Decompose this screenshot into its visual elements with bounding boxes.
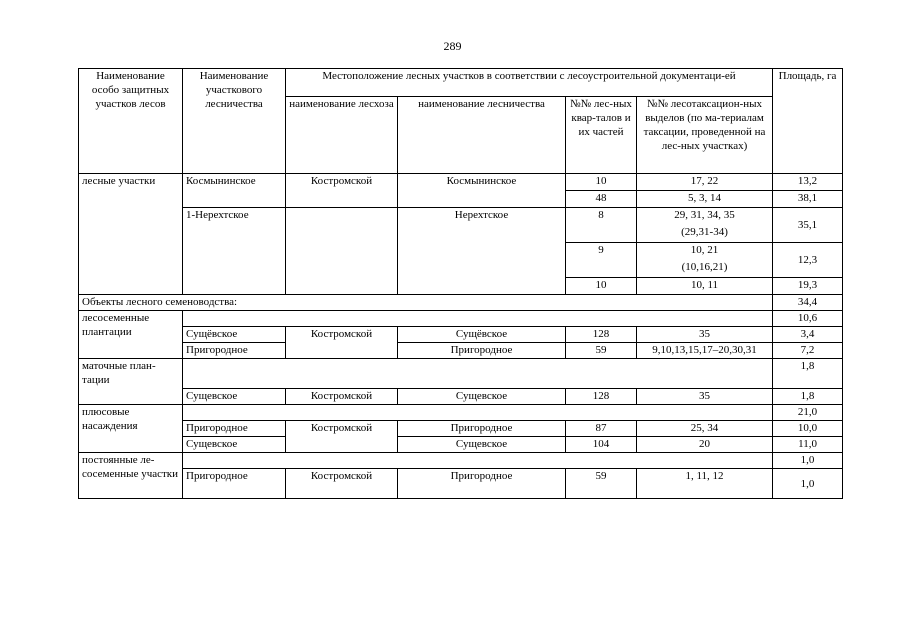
seed-objects-title: Объекты лесного семеноводства: <box>79 295 773 311</box>
sections-cell: 35 <box>637 327 773 343</box>
quarter-cell: 104 <box>566 437 637 453</box>
table-row <box>79 174 843 191</box>
area-cell: 12,3 <box>773 243 843 278</box>
forestry-cell: Пригородное <box>398 421 566 437</box>
label-line: лесосеменные <box>82 312 150 324</box>
leskhoz-cell: Костромской <box>286 174 398 208</box>
sections-line: (10,16,21) <box>681 261 728 273</box>
district-cell: Пригородное <box>183 469 286 499</box>
district-cell: Сущёвское <box>183 327 286 343</box>
area-cell: 35,1 <box>773 208 843 243</box>
table-row <box>79 453 843 469</box>
table-row <box>79 437 843 453</box>
sections-cell: 25, 34 <box>637 421 773 437</box>
forestry-cell: Пригородное <box>398 343 566 359</box>
header-leskhoz: наименование лесхоза <box>286 97 398 174</box>
sections-cell: 35 <box>637 389 773 405</box>
table-row <box>79 295 843 311</box>
page-number: 289 <box>443 39 462 53</box>
district-cell: Пригородное <box>183 343 286 359</box>
leskhoz-cell: Костромской <box>286 421 398 453</box>
table-row <box>79 327 843 343</box>
forestry-cell: Космынинское <box>398 174 566 208</box>
leskhoz-cell-empty <box>286 208 398 295</box>
mother-plantations-label: маточные план-тации <box>79 359 183 405</box>
header-area: Площадь, га <box>773 69 843 174</box>
sections-line: 29, 31, 34, 35 <box>674 209 735 221</box>
area-cell: 19,3 <box>773 278 843 295</box>
empty-span-cell <box>183 405 773 421</box>
label-line: плантации <box>82 326 132 338</box>
quarter-cell: 9 <box>566 243 637 278</box>
header-protected-area-name: Наименование особо защитных участков лесов <box>79 69 183 174</box>
table-row <box>79 389 843 405</box>
sections-line: 10, 21 <box>690 244 719 256</box>
table-row <box>79 405 843 421</box>
quarter-cell: 48 <box>566 191 637 208</box>
area-cell: 3,4 <box>773 327 843 343</box>
leskhoz-cell: Костромской <box>286 389 398 405</box>
table-row <box>79 469 843 499</box>
sections-cell: 20 <box>637 437 773 453</box>
header-sections: №№ лесотаксацион-ных выделов (по ма-териалам таксации, проведенной на лес-ных участках) <box>637 97 773 174</box>
leskhoz-cell: Костромской <box>286 327 398 359</box>
sections-cell: 9,10,13,15,17–20,30,31 <box>637 343 773 359</box>
area-cell: 38,1 <box>773 191 843 208</box>
seed-plantations-label <box>79 311 183 359</box>
forest-plots-label: лесные участки <box>79 174 183 295</box>
table-row <box>79 208 843 243</box>
district-cell: Пригородное <box>183 421 286 437</box>
district-cell: Сущевское <box>183 437 286 453</box>
empty-span-cell <box>183 311 773 327</box>
table-row <box>79 311 843 327</box>
area-cell: 34,4 <box>773 295 843 311</box>
quarter-cell: 59 <box>566 469 637 499</box>
area-cell: 13,2 <box>773 174 843 191</box>
district-cell: 1-Нерехтское <box>183 208 286 295</box>
empty-span-cell <box>183 453 773 469</box>
district-cell: Космынинское <box>183 174 286 208</box>
quarter-cell: 8 <box>566 208 637 243</box>
forestry-cell: Сущёвское <box>398 327 566 343</box>
empty-span-cell <box>183 359 773 389</box>
table-row <box>79 343 843 359</box>
area-cell: 1,0 <box>773 469 843 499</box>
quarter-cell: 10 <box>566 174 637 191</box>
forest-plots-table <box>78 68 843 499</box>
forestry-cell: Нерехтское <box>398 208 566 295</box>
header-district-forestry: Наименование участкового лесничества <box>183 69 286 174</box>
table-row <box>79 359 843 389</box>
table-row <box>79 421 843 437</box>
header-quarters: №№ лес-ных квар-талов и их частей <box>566 97 637 174</box>
quarter-cell: 128 <box>566 389 637 405</box>
area-cell: 1,8 <box>773 359 843 389</box>
sections-cell <box>637 208 773 243</box>
district-cell: Сущевское <box>183 389 286 405</box>
quarter-cell: 87 <box>566 421 637 437</box>
forestry-cell: Сущевское <box>398 437 566 453</box>
plus-stands-label: плюсовые насаждения <box>79 405 183 453</box>
sections-cell: 17, 22 <box>637 174 773 191</box>
permanent-seed-plots-label: постоянные ле-сосеменные участки <box>79 453 183 499</box>
forestry-cell: Сущевское <box>398 389 566 405</box>
area-cell: 11,0 <box>773 437 843 453</box>
quarter-cell: 10 <box>566 278 637 295</box>
quarter-cell: 59 <box>566 343 637 359</box>
sections-cell <box>637 243 773 278</box>
area-cell: 1,8 <box>773 389 843 405</box>
area-cell: 1,0 <box>773 453 843 469</box>
area-cell: 7,2 <box>773 343 843 359</box>
forestry-cell: Пригородное <box>398 469 566 499</box>
header-forestry: наименование лесничества <box>398 97 566 174</box>
header-row <box>79 69 843 97</box>
area-cell: 10,6 <box>773 311 843 327</box>
area-cell: 21,0 <box>773 405 843 421</box>
quarter-cell: 128 <box>566 327 637 343</box>
sections-cell: 10, 11 <box>637 278 773 295</box>
leskhoz-cell: Костромской <box>286 469 398 499</box>
area-cell: 10,0 <box>773 421 843 437</box>
sections-cell: 5, 3, 14 <box>637 191 773 208</box>
sections-cell: 1, 11, 12 <box>637 469 773 499</box>
sections-line: (29,31-34) <box>681 226 728 238</box>
header-location-group: Местоположение лесных участков в соответствии с лесоустроительной документаци-ей <box>286 69 773 97</box>
